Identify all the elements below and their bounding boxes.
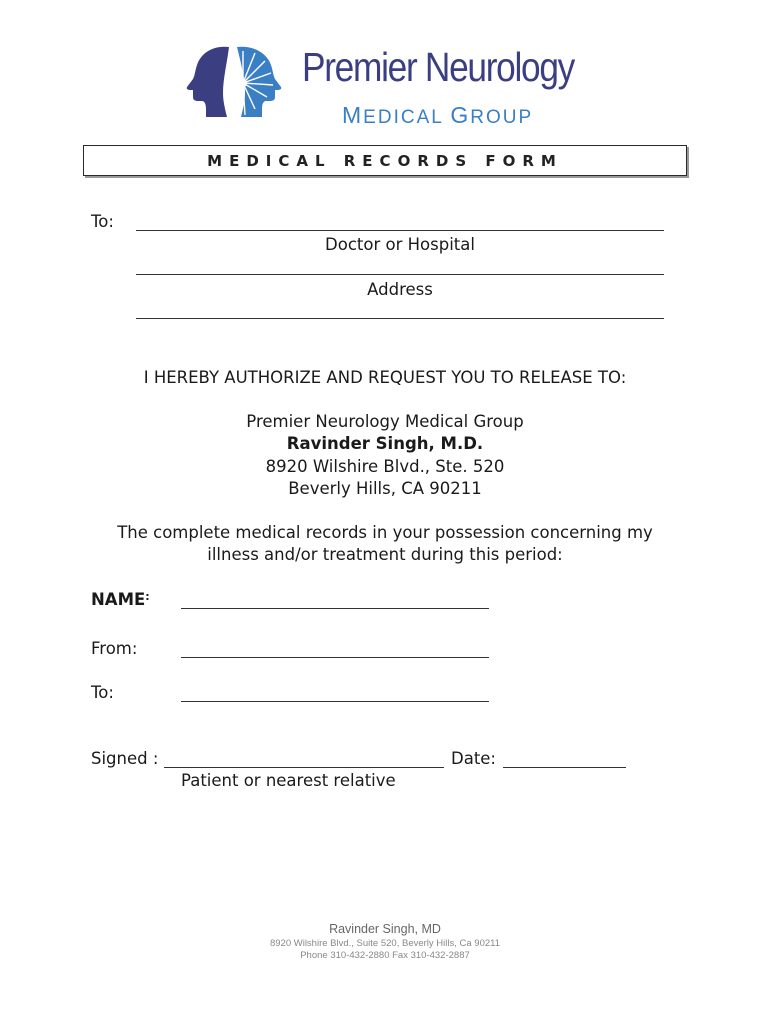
signature-caption: Patient or nearest relative — [181, 771, 396, 790]
release-address-1: 8920 Wilshire Blvd., Ste. 520 — [265, 457, 505, 476]
form-title: MEDICAL RECORDS FORM — [207, 151, 563, 170]
footer-phone: Phone 310-432-2880 Fax 310-432-2887 — [300, 950, 470, 961]
from-label: From: — [91, 639, 138, 658]
logo-subtitle: MEDICAL GROUP — [342, 102, 534, 128]
form-title-box — [83, 145, 687, 176]
release-doctor: Ravinder Singh, M.D. — [286, 434, 484, 453]
description-line-1: The complete medical records in your possession concerning my — [117, 523, 653, 542]
address-line-2[interactable] — [136, 318, 664, 319]
footer-address: 8920 Wilshire Blvd., Suite 520, Beverly Hills, Ca 90211 — [269, 938, 501, 949]
name-label: NAME: — [91, 590, 150, 609]
to-label: To: — [91, 212, 114, 231]
address-line-1[interactable] — [136, 274, 664, 275]
from-line[interactable] — [181, 657, 489, 658]
date-label: Date: — [451, 749, 496, 768]
footer-name: Ravinder Singh, MD — [329, 922, 441, 936]
doctor-hospital-line[interactable] — [136, 230, 664, 231]
doctor-hospital-caption: Doctor or Hospital — [325, 235, 475, 254]
address-caption: Address — [367, 280, 433, 299]
name-line[interactable] — [181, 608, 489, 609]
brain-heads-logo-icon — [183, 43, 289, 119]
authorization-heading: I HEREBY AUTHORIZE AND REQUEST YOU TO RELEASE TO: — [143, 368, 627, 387]
date-line[interactable] — [503, 767, 626, 768]
to-date-label: To: — [91, 683, 114, 702]
logo-title: Premier Neurology — [302, 44, 575, 90]
signature-line[interactable] — [164, 767, 444, 768]
signed-label: Signed : — [91, 749, 159, 768]
to-date-line[interactable] — [181, 701, 489, 702]
description-line-2: illness and/or treatment during this period: — [207, 545, 563, 564]
release-address-2: Beverly Hills, CA 90211 — [288, 479, 482, 498]
release-org: Premier Neurology Medical Group — [246, 412, 524, 431]
